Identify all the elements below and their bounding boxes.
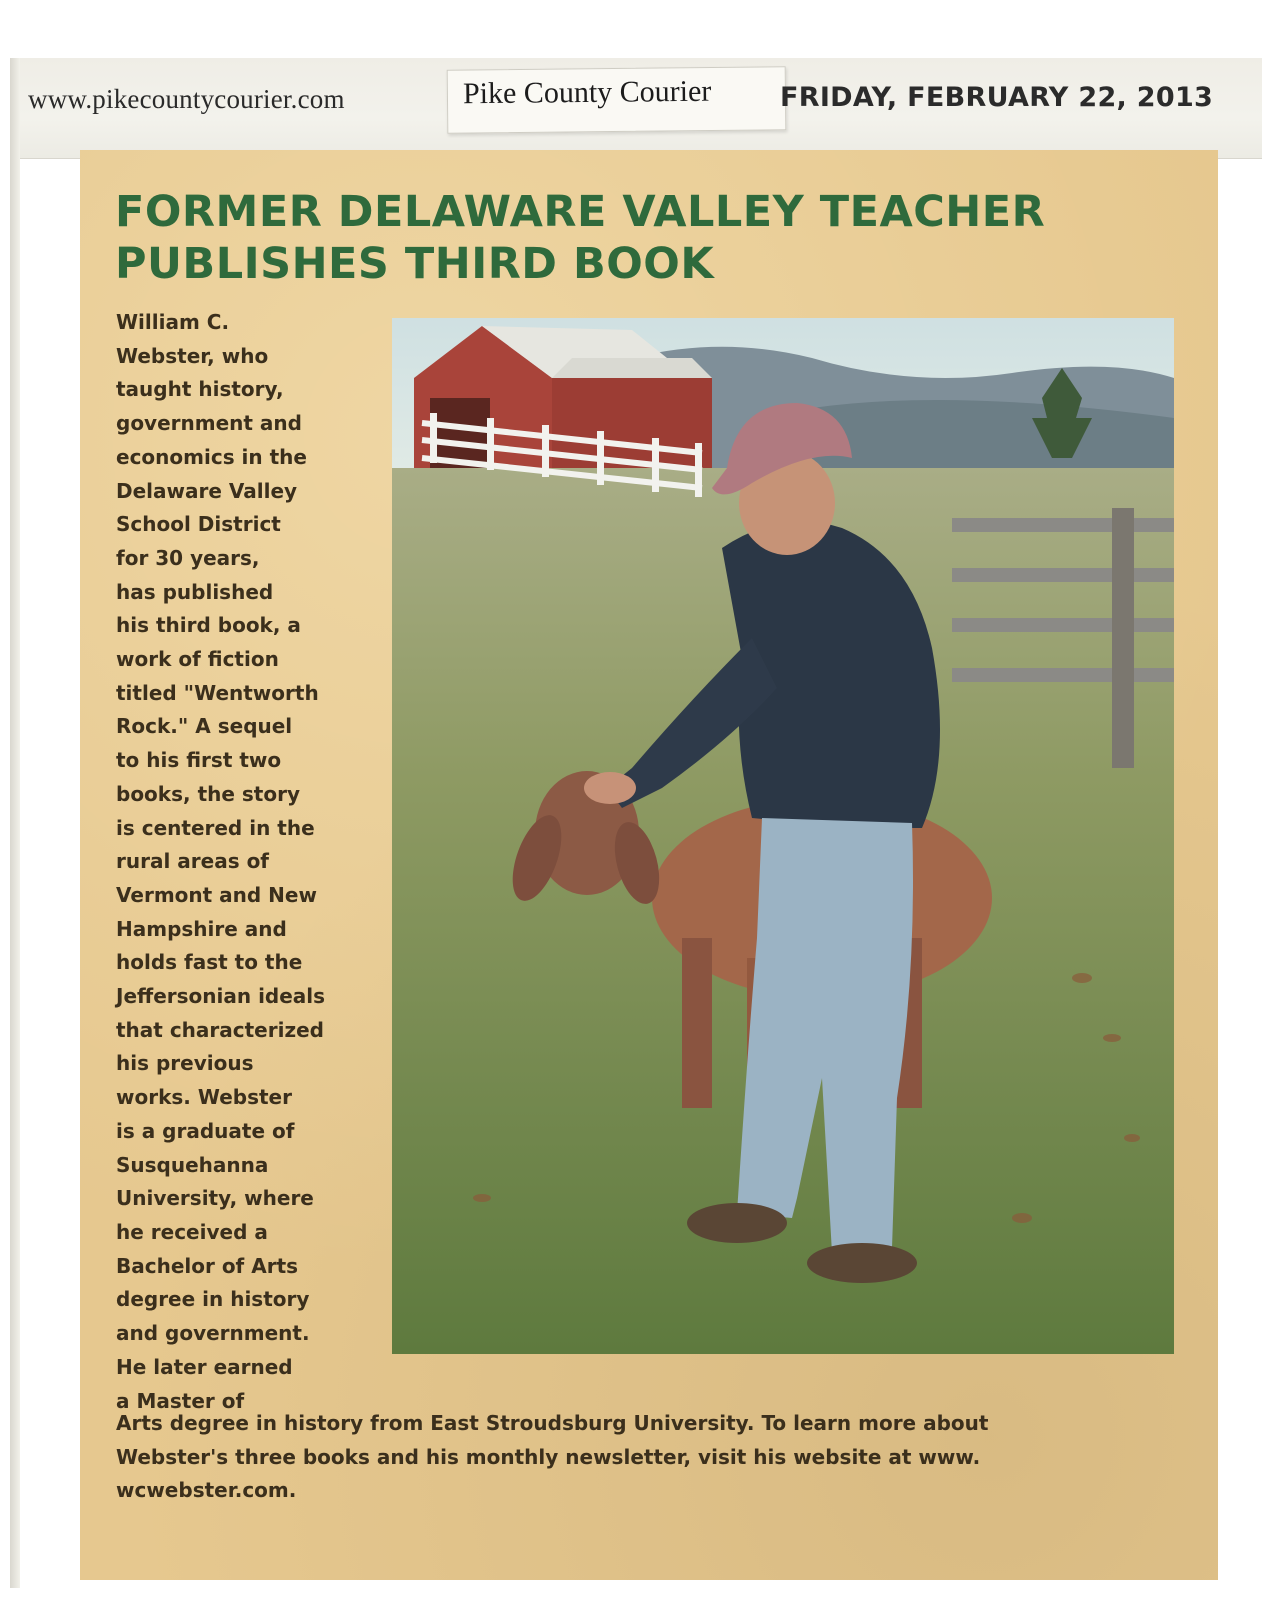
body-line: Jeffersonian ideals [116,984,326,1009]
body-line: Susquehanna [116,1152,269,1177]
body-line: has published [116,579,274,604]
body-line: Rock." A sequel [116,714,293,739]
body-line: books, the story [116,781,300,806]
body-line: taught history, [116,377,284,402]
body-line: a Master of [116,1388,245,1413]
article-body-continuation [116,1407,1176,1508]
body-line: his previous [116,1051,254,1076]
publication-name: Pike County Courier [462,74,712,111]
headline-line: PUBLISHES THIRD BOOK [115,239,715,289]
body-line: his third book, a [116,613,301,638]
body-line: William C. [116,310,230,334]
body-line: is centered in the [116,815,315,840]
body-line: Delaware Valley [116,478,298,503]
body-line: Webster, who [116,343,269,368]
body-line: that characterized [116,1017,324,1042]
body-line: Arts degree in history from East Stroudsburg University. To learn more about [116,1411,989,1435]
photo-illustration [392,318,1174,1354]
body-line: rural areas of [116,849,270,874]
body-line: he received a [116,1219,268,1244]
website-url: www.pikecountycourier.com [28,84,345,114]
body-line: Webster's three books and his monthly newsletter, visit his website at www. [116,1444,981,1469]
headline-line: FORMER DELAWARE VALLEY TEACHER [115,187,1046,237]
body-line: degree in history [116,1287,310,1312]
body-line: for 30 years, [116,545,260,570]
body-line: wcwebster.com. [116,1478,297,1503]
body-line: He later earned [116,1354,293,1379]
body-line: Hampshire and [116,916,287,941]
body-line: and government. [116,1321,310,1346]
body-line: University, where [116,1186,314,1211]
body-line: Bachelor of Arts [116,1253,299,1278]
body-line: Vermont and New [116,882,317,907]
body-line: is a graduate of [116,1118,295,1143]
body-line: economics in the [116,444,307,469]
body-line: holds fast to the [116,950,303,975]
issue-date: FRIDAY, FEBRUARY 22, 2013 [780,82,1214,113]
article-headline [115,186,1195,290]
body-line: titled "Wentworth [116,680,319,705]
body-line: School District [116,512,281,537]
body-line: works. Webster [116,1085,292,1110]
body-line: to his first two [116,748,282,773]
body-line: government and [116,411,302,436]
body-line: work of fiction [116,647,279,672]
article-photo [392,318,1174,1354]
article-body-column [116,306,386,1418]
clipping-edge [10,58,20,1588]
